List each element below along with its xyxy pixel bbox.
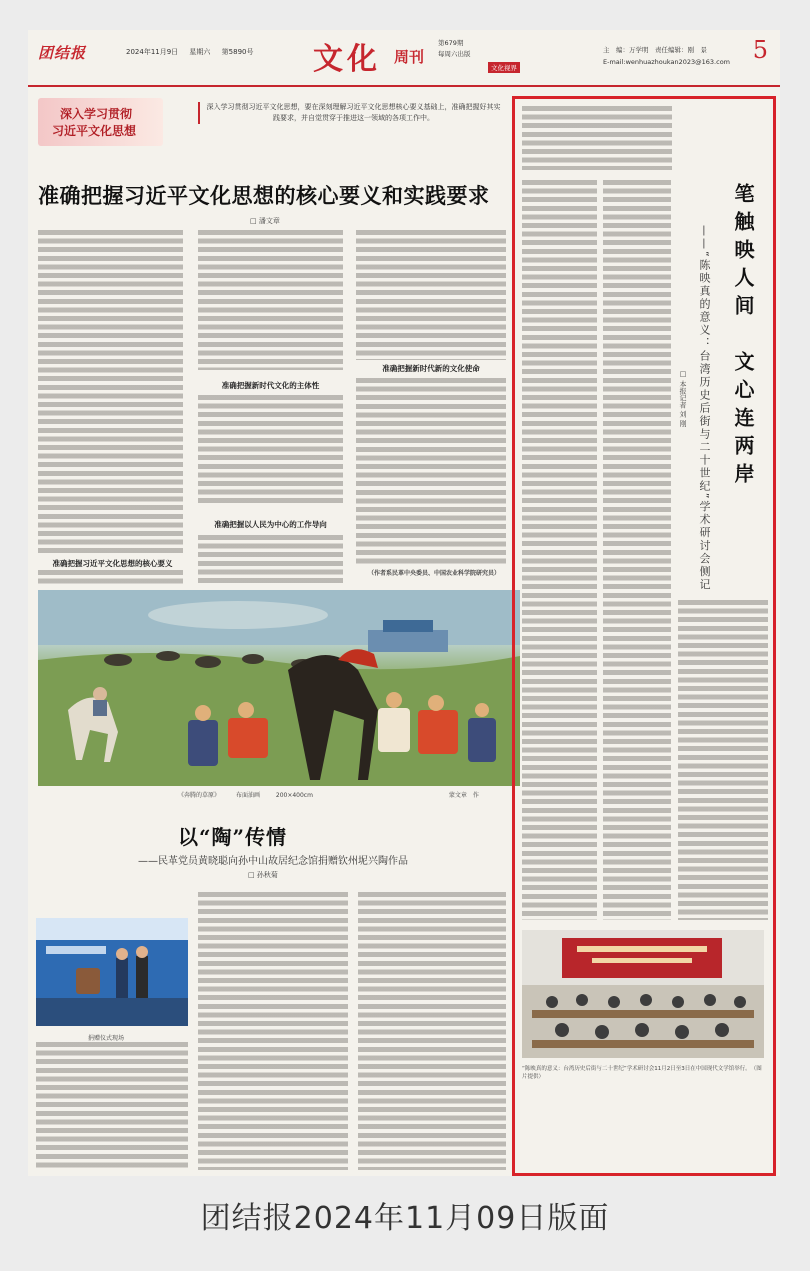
donation-photo-caption: 捐赠仪式现场 [88, 1035, 125, 1042]
banner-line-2: 习近平文化思想 [52, 124, 137, 138]
main-headline: 准确把握习近平文化思想的核心要义和实践要求 [38, 183, 490, 208]
section-title: 文化 [313, 42, 381, 77]
banner-line-1: 深入学习贯彻 [60, 107, 133, 121]
issue-number: 第5890号 [221, 48, 254, 56]
article3-byline: □ 本报记者 刘 刚 [679, 370, 687, 427]
painting-image [38, 590, 520, 786]
article1-text-col-3b [356, 378, 506, 564]
painting-title: 《奔腾的草原》 [178, 792, 221, 799]
painting-caption [178, 790, 493, 799]
article2-subtitle: ——民革党员黄晓聪向孙中山故居纪念馆捐赠钦州坭兴陶作品 [138, 856, 408, 867]
article1-subhead-3: 准确把握新时代文化的主体性 [221, 381, 320, 390]
article1-subhead-1: 准确把握习近平文化思想的核心要义 [52, 559, 173, 568]
newspaper-page [28, 30, 780, 1176]
section-subtitle: 周刊 [394, 48, 425, 66]
article1-text-col-1b [38, 570, 183, 586]
painting-illustration [38, 590, 520, 786]
section-tag: 文化视界 [488, 62, 520, 73]
article1-byline: □ 潘文章 [250, 217, 280, 225]
article3-text-col-1 [522, 180, 597, 920]
duty-editor: 责任编辑：刚 景 [655, 46, 707, 54]
article1-text-col-2c [198, 535, 343, 585]
article2-title: 以“陶”传情 [178, 825, 288, 849]
weekly-issue: 第679期 [438, 39, 464, 47]
article2-text-col-3 [358, 892, 506, 1170]
article1-text-col-3a [356, 230, 506, 360]
seminar-photo-caption: “陈映真的意义：台湾历史后街与二十世纪”学术研讨会11月2日至3日在中国现代文学馆举行。 （图片提供） [522, 1066, 762, 1080]
editor-credits [603, 44, 730, 68]
painting-author: 蒙文章 作 [448, 792, 479, 799]
painting-size: 200×400cm [275, 792, 313, 799]
contact-email: E-mail:wenhuazhoukan2023@163.com [603, 58, 731, 66]
weekly-issue-box [438, 38, 471, 60]
article-intro: 深入学习贯彻习近平文化思想，要在深刻理解习近平文化思想核心要义基础上，准确把握好其实践要求，并自觉贯穿于推进这一领域的各项工作中。 [198, 102, 501, 124]
article2-text-col-2 [198, 892, 348, 1170]
article3-title: 笔触映人间 文心连两岸 [731, 183, 755, 491]
article1-subhead-2: 准确把握以人民为中心的工作导向 [214, 520, 327, 529]
article3-subtitle: ——“陈映真的意义：台湾历史后街与二十世纪”学术研讨会侧记 [698, 225, 711, 592]
column-banner [38, 98, 163, 146]
donation-photo-illustration [36, 918, 188, 1026]
article3-lead [522, 106, 672, 170]
page-number: 5 [752, 36, 768, 64]
issue-weekday: 星期六 [189, 48, 211, 56]
article1-author-note: （作者系民革中央委员、中国农业科学院研究员） [368, 570, 501, 577]
seminar-photo-illustration [522, 930, 764, 1058]
article1-text-col-2a [198, 230, 343, 370]
article1-text-col-1 [38, 230, 183, 555]
painting-material: 布面油画 [235, 792, 260, 799]
page-footer-caption: 团结报2024年11月09日版面 [200, 1201, 610, 1236]
article3-text-col-2 [603, 180, 671, 920]
donation-photo [36, 918, 188, 1026]
seminar-photo [522, 930, 764, 1058]
issue-date: 2024年11月9日 [126, 48, 179, 56]
article2-byline: □ 孙秋菊 [248, 871, 278, 879]
article1-text-col-2b [198, 395, 343, 505]
article1-subhead-4: 准确把握新时代新的文化使命 [382, 364, 480, 373]
issue-date-line [126, 47, 262, 57]
chief-editor: 主 编：万学明 [603, 46, 649, 54]
newspaper-logo: 团结报 [38, 44, 87, 62]
publish-day: 每周六出版 [438, 50, 471, 58]
article2-text-col-1 [36, 1042, 188, 1170]
article3-text-col-3 [678, 600, 768, 920]
masthead [28, 30, 780, 87]
